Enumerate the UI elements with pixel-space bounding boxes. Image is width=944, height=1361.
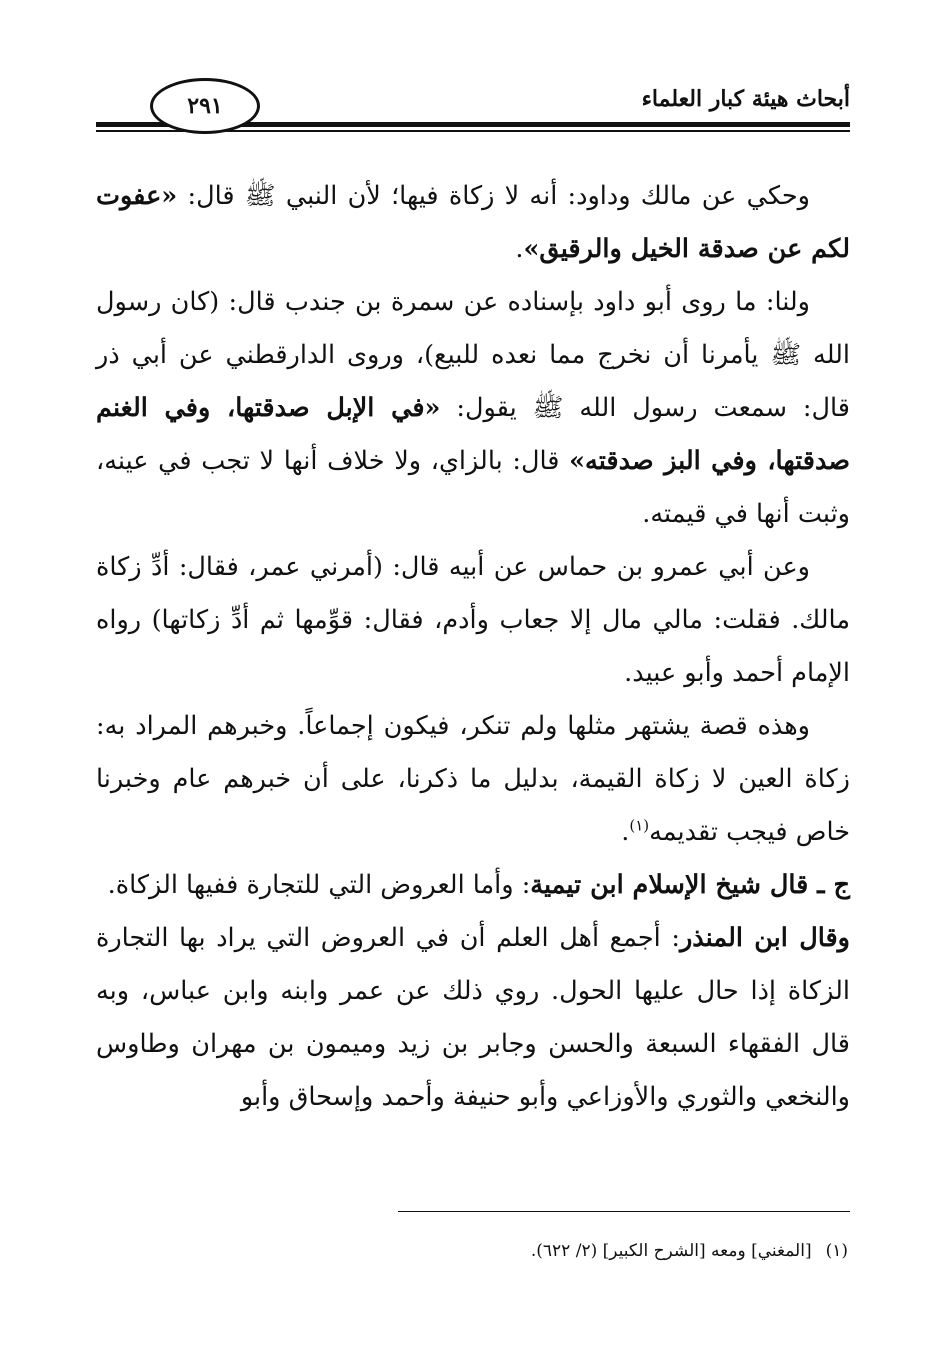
paragraph — [96, 859, 850, 912]
bold-text: «عفوت لكم عن صدقة الخيل والرقيق» — [96, 181, 850, 264]
footnotes — [94, 1238, 848, 1264]
text-segment: وهذه قصة يشتهر مثلها ولم تنكر، فيكون إجماعاً. وخبرهم المراد به: زكاة العين لا زكاة القيمة، بدليل ما ذكرنا، على أن خبرهم عام وخبرنا خاص فيجب تقديمه — [96, 711, 850, 847]
bold-text: «في الإبل صدقتها، وفي الغنم صدقتها، وفي البز صدقته» — [96, 393, 851, 476]
bold-text: وقال ابن المنذر — [679, 923, 850, 953]
text-segment: ولنا: ما روى أبو داود بإسناده عن سمرة بن جندب قال: (كان رسول الله ﷺ يأمرنا أن نخرج مما نعده للبيع)، وروى الدارقطني عن أبي ذر قال: سمعت رسول الله ﷺ يقول: — [96, 287, 850, 423]
footnote-ref: (١) — [629, 816, 650, 835]
footnote-item — [94, 1238, 848, 1264]
paragraph — [96, 170, 850, 276]
text-segment: قال: بالزاي، ولا خلاف أنها لا تجب في عينه، وثبت أنها في قيمته. — [96, 446, 850, 529]
bold-text: ج ـ قال شيخ الإسلام ابن تيمية — [530, 870, 850, 900]
body-text — [96, 170, 850, 1124]
paragraph — [96, 912, 850, 1124]
running-title: أبحاث هيئة كبار العلماء — [641, 86, 850, 112]
text-segment: . — [515, 234, 524, 264]
page-number: ٢٩١ — [150, 78, 260, 134]
text-segment: . — [621, 817, 630, 847]
paragraph — [96, 276, 850, 541]
text-segment: : أجمع أهل العلم أن في العروض التي يراد بها التجارة الزكاة إذا حال عليها الحول. روي ذلك عن عمر وابنه وابن عباس، وبه قال الفقهاء السبعة والحسن وجابر بن زيد وميمون بن مهران وطاوس والنخعي والثوري والأوزاعي وأبو حنيفة وأحمد وإسحاق وأبو — [96, 923, 850, 1112]
text-segment: : وأما العروض التي للتجارة ففيها الزكاة. — [107, 870, 531, 900]
text-segment: وعن أبي عمرو بن حماس عن أبيه قال: (أمرني عمر، فقال: أدِّ زكاة مالك. فقلت: مالي مال إلا جعاب وأدم، فقال: قوِّمها ثم أدِّ زكاتها) رواه الإمام أحمد وأبو عبيد. — [96, 552, 850, 688]
text-segment: وحكي عن مالك وداود: أنه لا زكاة فيها؛ لأن النبي ﷺ قال: — [177, 181, 810, 211]
page-header — [96, 78, 850, 158]
footnote-marker: (١) — [825, 1241, 848, 1261]
paragraph — [96, 700, 850, 859]
footnote-separator — [398, 1211, 850, 1212]
footnote-text: [المغني] ومعه [الشرح الكبير] (٢/ ٦٢٢). — [530, 1241, 812, 1261]
paragraph — [96, 541, 850, 700]
